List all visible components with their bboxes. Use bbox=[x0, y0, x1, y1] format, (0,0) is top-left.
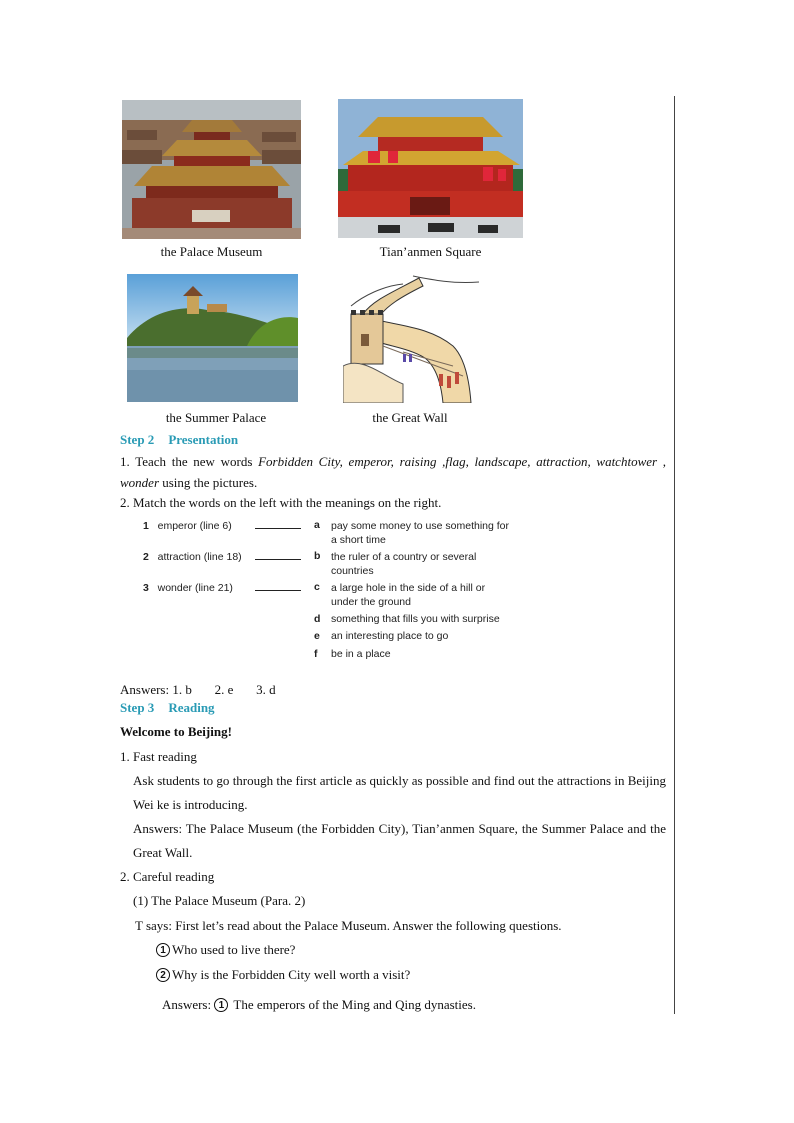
step3-heading bbox=[120, 700, 215, 716]
circled-number-1: 1 bbox=[156, 943, 170, 957]
match-right-letter: f bbox=[314, 648, 318, 660]
step3-label: Step 3 bbox=[120, 700, 155, 715]
step3-title: Reading bbox=[168, 700, 215, 715]
step2-heading bbox=[120, 432, 238, 448]
great-wall-caption: the Great Wall bbox=[372, 410, 448, 425]
match-right-line2: under the ground bbox=[331, 596, 411, 608]
question-1 bbox=[156, 942, 295, 958]
question-2 bbox=[156, 967, 410, 983]
answer-blank-3[interactable] bbox=[255, 582, 301, 594]
match-left-text: wonder (line 21) bbox=[157, 582, 233, 594]
match-right-b bbox=[314, 550, 320, 562]
match-right-letter: a bbox=[314, 519, 320, 531]
match-right-c bbox=[314, 581, 320, 593]
reading-title: Welcome to Beijing! bbox=[120, 724, 232, 739]
match-left-text: emperor (line 6) bbox=[157, 520, 232, 532]
item1-prefix: 1. Teach the new words bbox=[120, 454, 259, 469]
match-right-b-text bbox=[331, 550, 476, 578]
match-right-e-text: an interesting place to go bbox=[331, 630, 449, 642]
answers-prefix: Answers: bbox=[162, 997, 215, 1012]
step2-item1 bbox=[120, 451, 666, 493]
tiananmen-caption: Tian’anmen Square bbox=[379, 244, 482, 259]
palace-museum-subheading: (1) The Palace Museum (Para. 2) bbox=[133, 893, 306, 908]
careful-reading-title: 2. Careful reading bbox=[120, 869, 215, 884]
match-right-letter: b bbox=[314, 550, 321, 562]
match-left-num: 3 bbox=[143, 582, 149, 594]
summer-palace-caption: the Summer Palace bbox=[165, 410, 267, 425]
match-left-2 bbox=[143, 551, 242, 563]
match-right-line1: a large hole in the side of a hill or bbox=[331, 582, 486, 594]
match-right-letter: e bbox=[314, 630, 320, 642]
answer-1-text: The emperors of the Ming and Qing dynasties. bbox=[230, 997, 476, 1012]
fast-reading-title: 1. Fast reading bbox=[120, 749, 197, 764]
question-answers bbox=[162, 997, 476, 1013]
match-right-letter: d bbox=[314, 613, 321, 625]
fast-reading-text: Ask students to go through the first article as quickly as possible and find out the attractions in Beijing Wei ke is introducing. bbox=[133, 773, 666, 812]
match-left-3 bbox=[143, 582, 233, 594]
match-right-a bbox=[314, 519, 320, 531]
match-right-line1: the ruler of a country or several bbox=[331, 551, 477, 563]
match-left-text: attraction (line 18) bbox=[157, 551, 242, 563]
great-wall-illustration bbox=[343, 266, 483, 403]
step2-title: Presentation bbox=[168, 432, 239, 447]
match-right-f-text: be in a place bbox=[331, 648, 391, 660]
question-2-text: Why is the Forbidden City well worth a visit? bbox=[172, 967, 411, 982]
palace-museum-photo bbox=[122, 100, 301, 239]
step2-item2: 2. Match the words on the left with the meanings on the right. bbox=[120, 495, 442, 510]
answer-blank-1[interactable] bbox=[255, 520, 301, 532]
item1-words: Forbidden City, emperor, raising ,flag, landscape, attraction, watchtower , wonder bbox=[120, 454, 666, 490]
match-right-f bbox=[314, 648, 318, 660]
match-right-letter: c bbox=[314, 581, 320, 593]
match-left-num: 1 bbox=[143, 520, 149, 532]
teacher-says: T says: First let’s read about the Palace Museum. Answer the following questions. bbox=[135, 918, 562, 933]
circled-number-1: 1 bbox=[214, 998, 228, 1012]
page-margin-line bbox=[674, 96, 675, 1014]
match-right-line2: countries bbox=[331, 565, 374, 577]
match-left-num: 2 bbox=[143, 551, 149, 563]
fast-reading-answer: Answers: The Palace Museum (the Forbidden City), Tian’anmen Square, the Summer Palace and the Great Wall. bbox=[133, 821, 666, 860]
item1-suffix: using the pictures. bbox=[159, 475, 258, 490]
question-1-text: Who used to live there? bbox=[172, 942, 296, 957]
match-right-d-text: something that fills you with surprise bbox=[331, 613, 500, 625]
match-left-1 bbox=[143, 520, 232, 532]
match-right-c-text bbox=[331, 581, 485, 609]
step2-label: Step 2 bbox=[120, 432, 155, 447]
answer-blank-2[interactable] bbox=[255, 551, 301, 563]
match-answers: Answers: 1. b 2. e 3. d bbox=[120, 682, 276, 697]
match-right-e bbox=[314, 630, 320, 642]
match-right-a-text bbox=[331, 519, 509, 547]
circled-number-2: 2 bbox=[156, 968, 170, 982]
palace-museum-caption: the Palace Museum bbox=[160, 244, 263, 259]
match-right-line2: a short time bbox=[331, 534, 386, 546]
match-right-line1: pay some money to use something for bbox=[331, 520, 510, 532]
match-right-d bbox=[314, 613, 320, 625]
tiananmen-photo bbox=[338, 99, 523, 238]
summer-palace-photo bbox=[127, 274, 298, 402]
